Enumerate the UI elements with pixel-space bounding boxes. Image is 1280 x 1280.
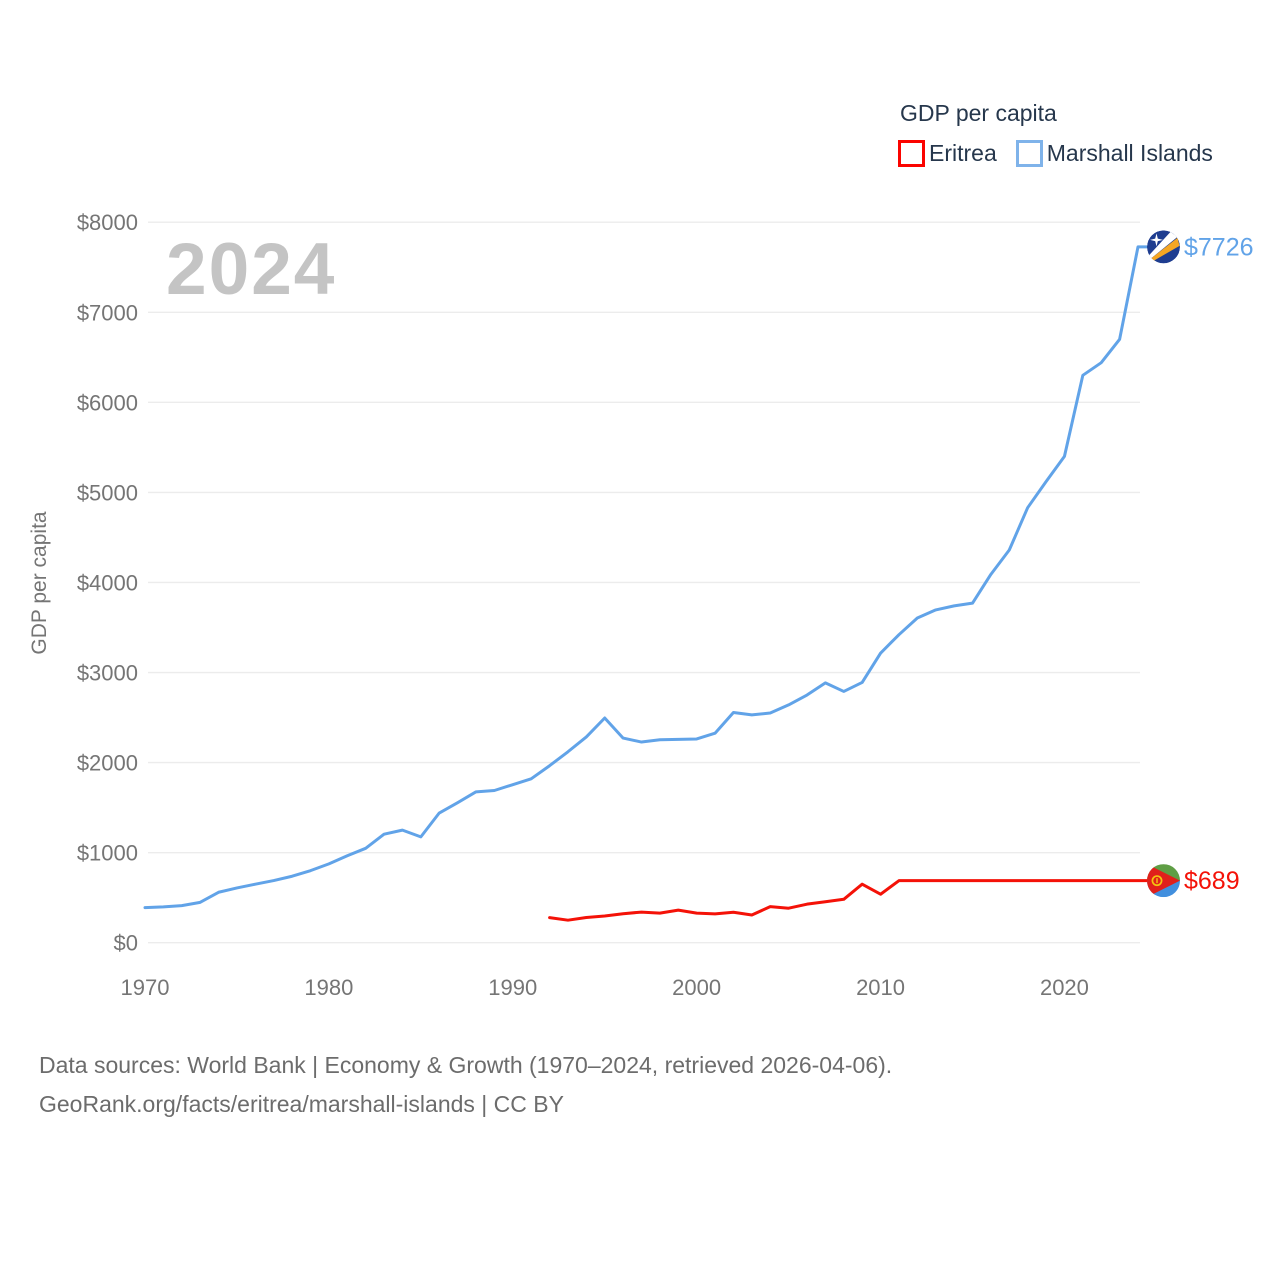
- y-tick-label: $3000: [76, 660, 138, 686]
- y-tick-label: $4000: [76, 570, 138, 596]
- y-tick-label: $5000: [76, 480, 138, 506]
- legend-items: [898, 140, 1213, 167]
- x-tick-label: 1970: [120, 975, 170, 1000]
- eritrea-value-label: $689: [1184, 867, 1240, 896]
- marshall-islands-flag-icon: [1147, 230, 1180, 263]
- eritrea-flag-icon: [1147, 864, 1180, 897]
- eritrea-line: [550, 881, 1164, 921]
- legend-label-marshall-islands: Marshall Islands: [1046, 140, 1213, 166]
- data-sources-line: Data sources: World Bank | Economy & Growth (1970–2024, retrieved 2026-04-06).: [39, 1052, 893, 1078]
- legend-item-eritrea[interactable]: [898, 140, 997, 167]
- legend-title: GDP per capita: [900, 100, 1057, 126]
- year-watermark: 2024: [166, 229, 337, 310]
- x-tick-label: 1990: [488, 975, 538, 1000]
- attribution-footer: [39, 1046, 892, 1124]
- eritrea-swatch-icon[interactable]: [898, 140, 925, 167]
- marshall-islands-swatch-icon[interactable]: [1016, 140, 1043, 167]
- y-tick-label: $8000: [76, 210, 138, 236]
- y-tick-label: $0: [113, 930, 138, 956]
- legend-label-eritrea: Eritrea: [929, 140, 997, 166]
- source-url-line: GeoRank.org/facts/eritrea/marshall-islands | CC BY: [39, 1091, 564, 1117]
- x-tick-label: 2000: [672, 975, 722, 1000]
- x-tick-label: 1980: [304, 975, 354, 1000]
- y-tick-label: $1000: [76, 840, 138, 866]
- y-tick-label: $2000: [76, 750, 138, 776]
- y-tick-label: $7000: [76, 300, 138, 326]
- marshall-islands-line: [145, 247, 1164, 908]
- legend-item-marshall-islands[interactable]: [1016, 140, 1213, 167]
- x-tick-label: 2010: [856, 975, 906, 1000]
- marshall-islands-value-label: $7726: [1184, 233, 1254, 262]
- x-tick-label: 2020: [1039, 975, 1089, 1000]
- y-tick-label: $6000: [76, 390, 138, 416]
- chart-legend: [898, 100, 1213, 167]
- y-axis-title: GDP per capita: [28, 511, 51, 655]
